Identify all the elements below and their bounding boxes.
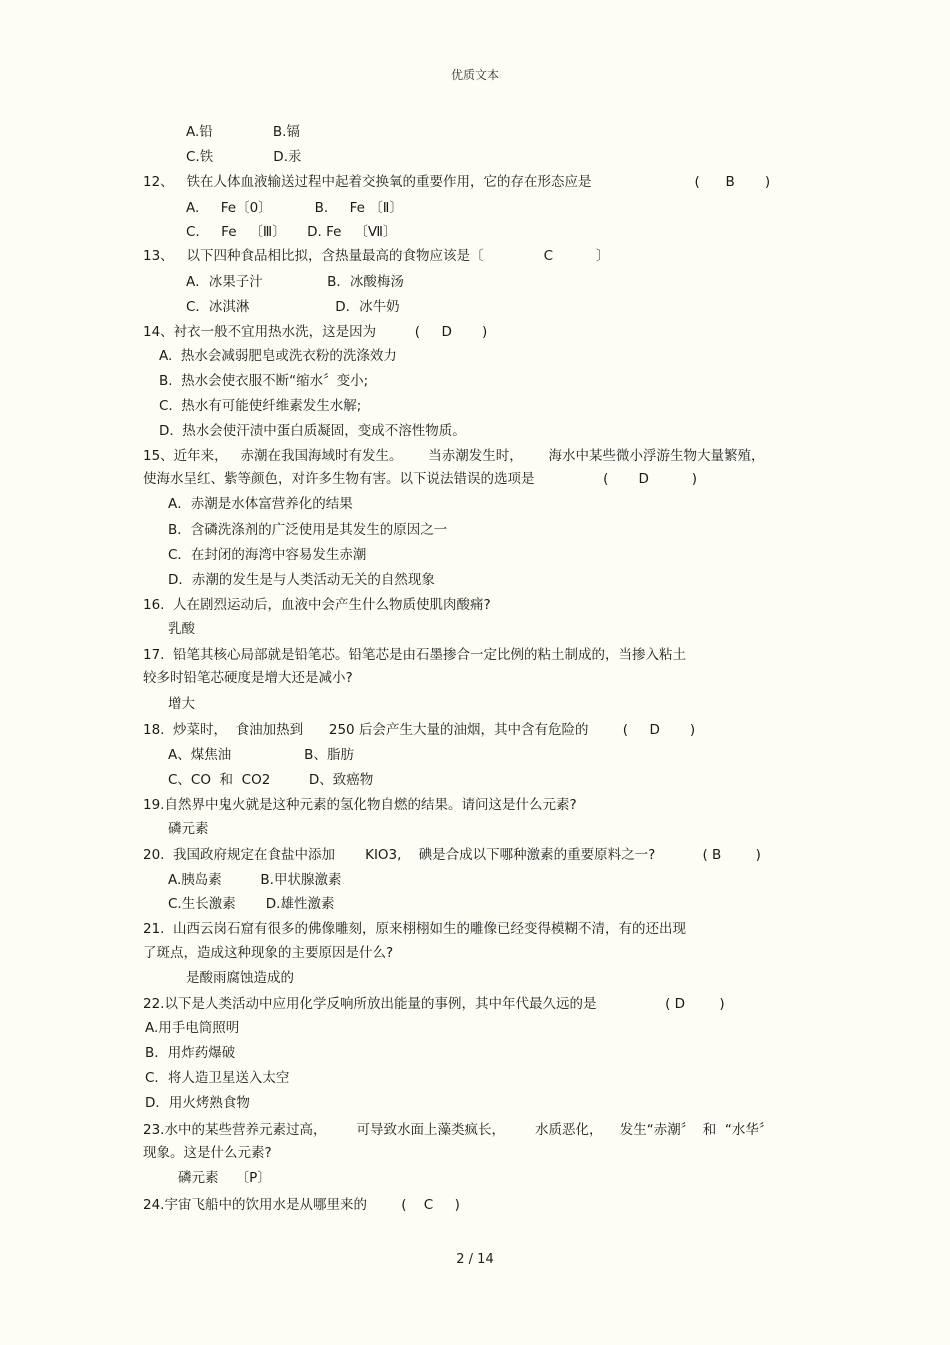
q20-options-cd: C.生长激素 D.雄性激素: [168, 896, 335, 912]
q11-options-ab: A.铅 B.镉: [186, 124, 300, 140]
q22-option-b: B．用炸药爆破: [145, 1045, 236, 1061]
q22-option-a: A.用手电筒照明: [145, 1020, 240, 1036]
q22-stem: 22.以下是人类活动中应用化学反响所放出能量的事例，其中年代最久远的是 ( D ): [143, 996, 725, 1012]
q17-stem-line1: 17. 铅笔其核心局部就是铅笔芯。铅笔芯是由石墨掺合一定比例的粘土制成的，当掺入粘土: [143, 647, 687, 663]
q23-stem-line2: 现象。这是什么元素?: [143, 1145, 272, 1161]
q23-answer: 磷元素 〔P〕: [178, 1170, 271, 1186]
q22-option-d: D．用火烤熟食物: [145, 1095, 250, 1111]
q15-option-b: B．含磷洗涤剂的广泛使用是其发生的原因之一: [168, 522, 448, 538]
q14-option-a: A. 热水会减弱肥皂或洗衣粉的洗涤效力: [159, 348, 397, 364]
q15-stem-line1: 15、近年来， 赤潮在我国海域时有发生。 当赤潮发生时， 海水中某些微小浮游生物大量繁殖，: [143, 448, 765, 464]
q12-options-cd: C. Fe 〔Ⅲ〕 D. Fe 〔Ⅶ〕: [186, 224, 397, 240]
q21-stem-line1: 21. 山西云岗石窟有很多的佛像雕刻，原来栩栩如生的雕像已经变得模糊不清，有的还出现: [143, 921, 687, 937]
q20-stem: 20. 我国政府规定在食盐中添加 KIO3, 碘是合成以下哪种激素的重要原料之一? ( B ): [143, 847, 761, 863]
q24-stem: 24.宇宙飞船中的饮用水是从哪里来的 ( C ): [143, 1197, 460, 1213]
q15-option-d: D．赤潮的发生是与人类活动无关的自然现象: [168, 572, 435, 588]
q23-stem-line1: 23.水中的某些营养元素过高， 可导致水面上藻类疯长， 水质恶化， 发生“赤潮〞 和 “水华〞: [143, 1122, 773, 1138]
q19-stem: 19.自然界中鬼火就是这种元素的氢化物自燃的结果。请问这是什么元素?: [143, 797, 577, 813]
q19-answer: 磷元素: [168, 821, 209, 837]
q14-option-d: D. 热水会使汗渍中蛋白质凝固，变成不溶性物质。: [159, 423, 466, 439]
q15-stem-line2: 使海水呈红、紫等颜色，对许多生物有害。以下说法错误的选项是 ( D ): [143, 471, 698, 487]
q13-stem: 13、 以下四种食品相比拟，含热量最高的食物应该是〔 C 〕: [143, 248, 610, 264]
q15-option-a: A．赤潮是水体富营养化的结果: [168, 496, 353, 512]
q12-options-ab: A. Fe〔0〕 B. Fe 〔Ⅱ〕: [186, 200, 403, 216]
q16-stem: 16. 人在剧烈运动后，血液中会产生什么物质使肌肉酸痛?: [143, 597, 491, 613]
q18-options-cd: C、CO 和 CO2 D、致癌物: [168, 772, 374, 788]
q18-options-ab: A、煤焦油 B、脂肪: [168, 747, 354, 763]
q14-stem: 14、衬衣一般不宜用热水洗，这是因为 ( D ): [143, 324, 488, 340]
q20-options-ab: A.胰岛素 B.甲状腺激素: [168, 872, 342, 888]
q18-stem: 18. 炒菜时， 食油加热到 250 后会产生大量的油烟，其中含有危险的 ( D ): [143, 722, 696, 738]
q11-options-cd: C.铁 D.汞: [186, 149, 302, 165]
q14-option-c: C. 热水有可能使纤维素发生水解;: [159, 398, 362, 414]
q13-options-ab: A．冰果子汁 B．冰酸梅汤: [186, 274, 404, 290]
q15-option-c: C．在封闭的海湾中容易发生赤潮: [168, 547, 367, 563]
q14-option-b: B. 热水会使衣服不断“缩水〞变小;: [159, 373, 369, 389]
page-number: 2 / 14: [456, 1252, 494, 1267]
q17-stem-line2: 较多时铅笔芯硬度是增大还是减小?: [143, 670, 353, 686]
q21-stem-line2: 了斑点，造成这种现象的主要原因是什么?: [143, 945, 394, 961]
q12-stem: 12、 铁在人体血液输送过程中起着交换氧的重要作用，它的存在形态应是 ( B ): [143, 174, 771, 190]
q17-answer: 增大: [168, 696, 195, 712]
page-header: 优质文本: [450, 68, 499, 82]
q21-answer: 是酸雨腐蚀造成的: [186, 970, 294, 986]
q22-option-c: C．将人造卫星送入太空: [145, 1070, 290, 1086]
q13-options-cd: C．冰淇淋 D．冰牛奶: [186, 299, 400, 315]
q16-answer: 乳酸: [168, 621, 195, 637]
